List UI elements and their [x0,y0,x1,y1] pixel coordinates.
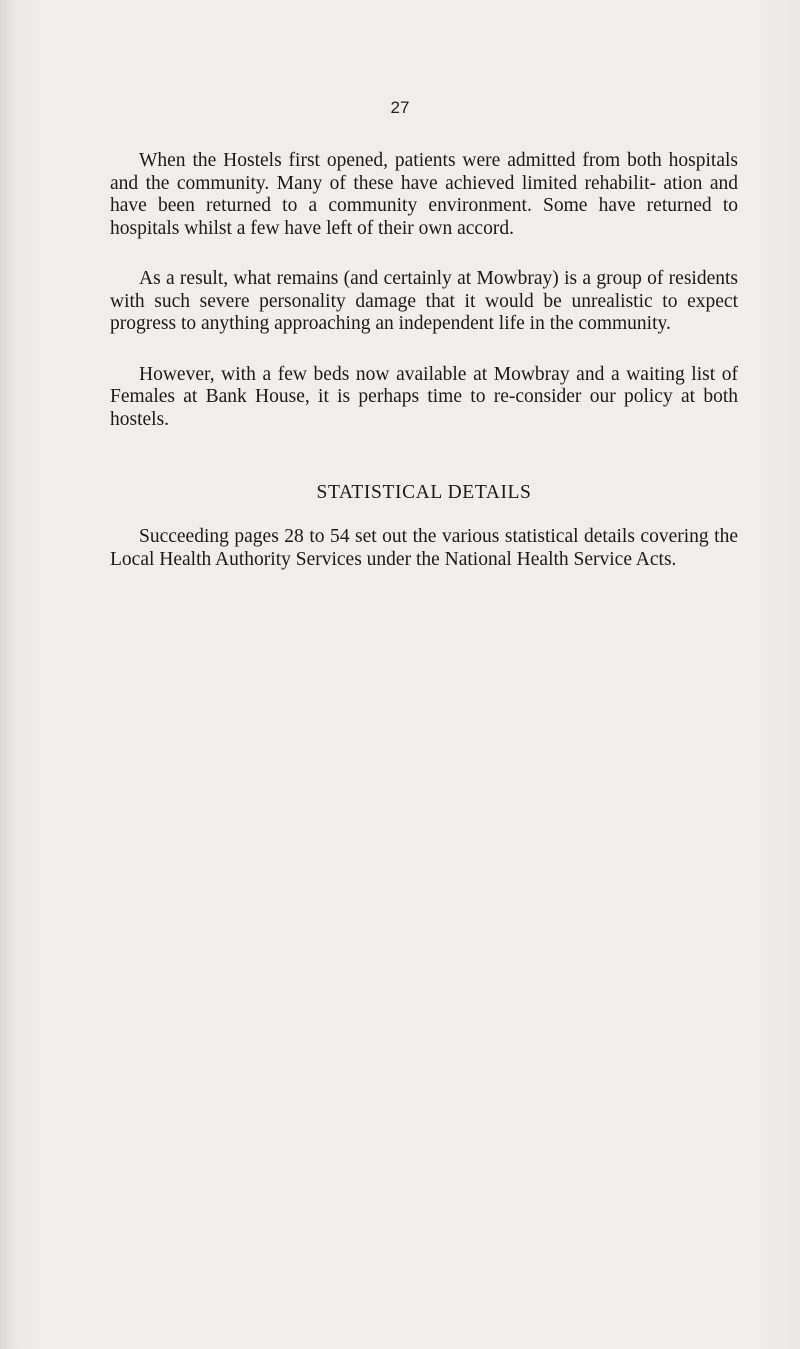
page-number: 27 [390,98,410,117]
paragraph-mowbray-residents: As a result, what remains (and certainly at Mowbray) is a group of residents with such severe personality damage that it would be unrealistic to expect progress to anything approaching an independent life in the community. [110,268,738,334]
paragraph-hostels-opened: When the Hostels first opened, patients were admitted from both hospitals and the community. Many of these have achieved limited rehabilit- ation and have been returned to a community environment. Some have returned to hospitals whilst a few have left of their own accord. [110,150,738,239]
section-heading: STATISTICAL DETAILS [316,482,532,503]
page-body [110,150,738,570]
paragraph-statistical-details: Succeeding pages 28 to 54 set out the various statistical details covering the Local Health Authority Services under the National Health Service Acts. [110,526,738,570]
paragraph-reconsider-policy: However, with a few beds now available at Mowbray and a waiting list of Females at Bank House, it is perhaps time to re-consider our policy at both hostels. [110,363,738,430]
